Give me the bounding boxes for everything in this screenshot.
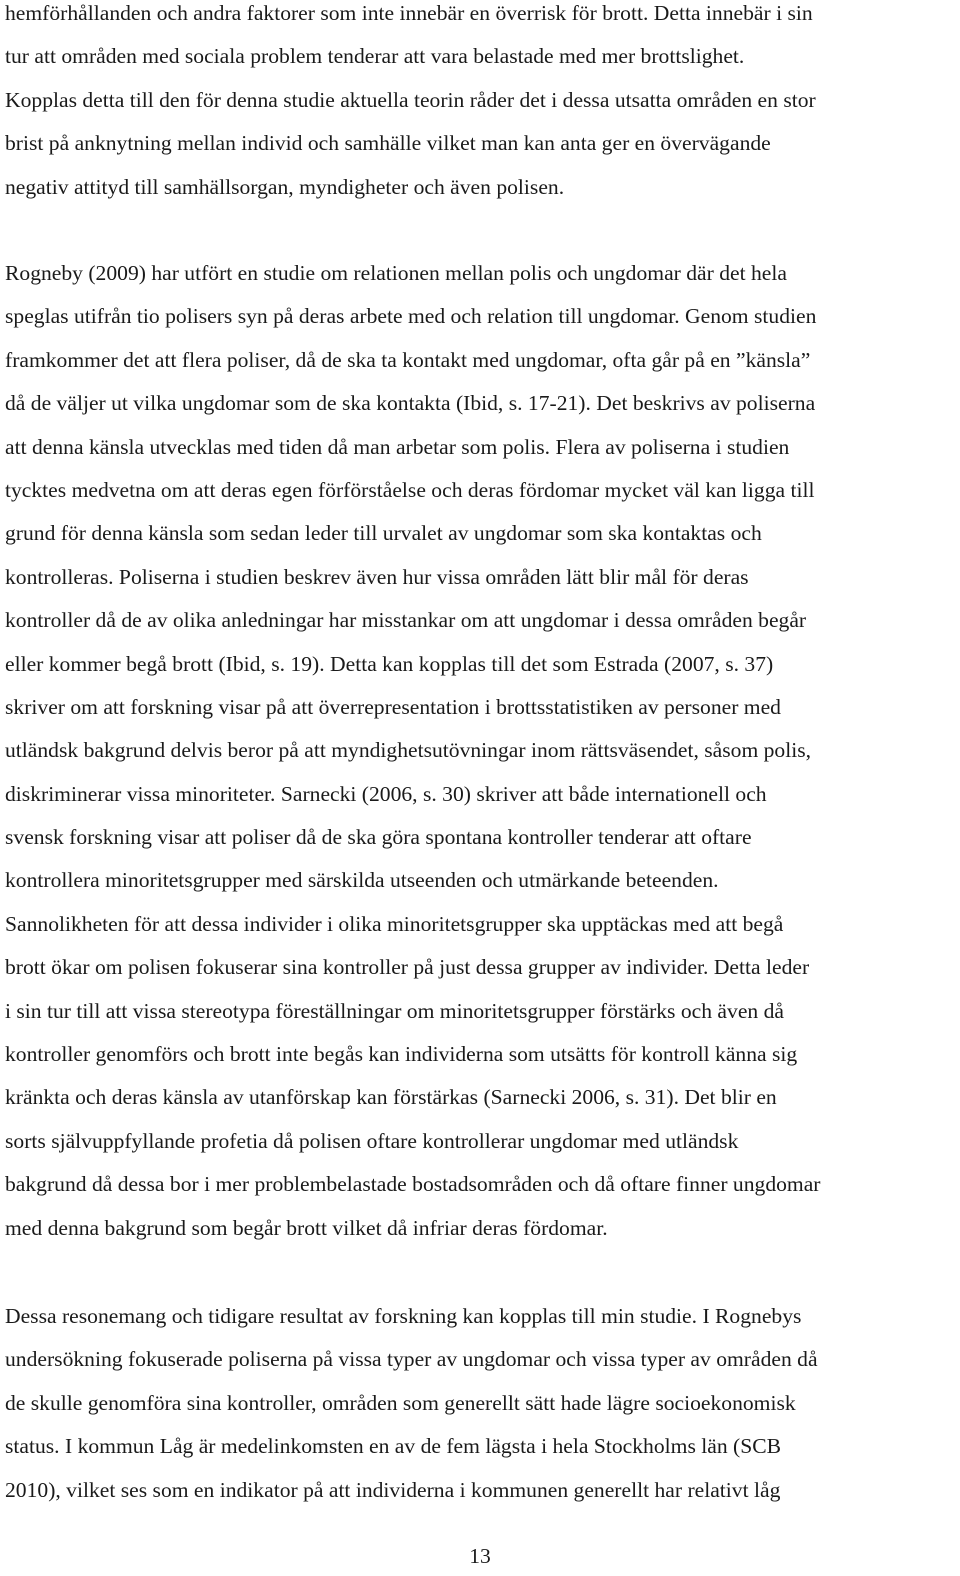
text-line: eller kommer begå brott (Ibid, s. 19). Detta kan kopplas till det som Estrada (2007, s. 37)	[5, 651, 774, 676]
text-line: diskriminerar vissa minoriteter. Sarnecki (2006, s. 30) skriver att både internationell och	[5, 781, 767, 806]
text-line: speglas utifrån tio polisers syn på deras arbete med och relation till ungdomar. Genom studien	[5, 304, 817, 329]
text-line: Sannolikheten för att dessa individer i olika minoritetsgrupper ska upptäckas med att begå	[5, 911, 784, 936]
text-line: grund för denna känsla som sedan leder till urvalet av ungdomar som ska kontaktas och	[5, 521, 762, 546]
text-line: Rogneby (2009) har utfört en studie om relationen mellan polis och ungdomar där det hela	[5, 261, 787, 285]
text-line: Kopplas detta till den för denna studie aktuella teorin råder det i dessa utsatta områden en stor	[5, 87, 816, 112]
text-line: brist på anknytning mellan individ och samhälle vilket man kan anta ger en övervägande	[5, 131, 771, 156]
text-line: status. I kommun Låg är medelinkomsten en av de fem lägsta i hela Stockholms län (SCB	[5, 1434, 782, 1459]
text-line: undersökning fokuserade poliserna på vissa typer av ungdomar och vissa typer av områden då	[5, 1347, 818, 1372]
text-line: 2010), vilket ses som en indikator på att individerna i kommunen generellt har relativt låg	[5, 1477, 781, 1502]
text-line: de skulle genomföra sina kontroller, områden som generellt sätt hade lägre socioekonomisk	[5, 1390, 796, 1415]
text-line: i sin tur till att vissa stereotypa föreställningar om minoritetsgrupper förstärks och även då	[5, 998, 784, 1023]
paragraph	[5, 1295, 955, 1512]
text-line: framkommer det att flera poliser, då de ska ta kontakt med ungdomar, ofta går på en ”känsla”	[5, 347, 811, 372]
text-line: sorts självuppfyllande profetia då polisen oftare kontrollerar ungdomar med utländsk	[5, 1128, 739, 1153]
text-line: skriver om att forskning visar på att överrepresentation i brottsstatistiken av personer med	[5, 694, 781, 719]
text-line: kränkta och deras känsla av utanförskap kan förstärkas (Sarnecki 2006, s. 31). Det blir en	[5, 1085, 777, 1110]
paragraph	[5, 252, 955, 1250]
text-line: att denna känsla utvecklas med tiden då man arbetar som polis. Flera av poliserna i studien	[5, 434, 790, 459]
text-line: bakgrund då dessa bor i mer problembelastade bostadsområden och då oftare finner ungdomar	[5, 1172, 821, 1197]
text-line: brott ökar om polisen fokuserar sina kontroller på just dessa grupper av individer. Detta leder	[5, 955, 810, 980]
text-line: kontroller då de av olika anledningar har misstankar om att ungdomar i dessa områden begår	[5, 608, 807, 633]
page-number: 13	[469, 1544, 491, 1568]
paragraph	[5, 0, 955, 209]
text-line: utländsk bakgrund delvis beror på att myndighetsutövningar inom rättsväsendet, såsom polis,	[5, 738, 812, 763]
text-line: då de väljer ut vilka ungdomar som de ska kontakta (Ibid, s. 17-21). Det beskrivs av poliserna	[5, 391, 816, 416]
text-line: kontroller genomförs och brott inte begås kan individerna som utsätts för kontroll känna sig	[5, 1042, 798, 1067]
text-line: kontrollera minoritetsgrupper med särskilda utseenden och utmärkande beteenden.	[5, 868, 719, 893]
text-line: hemförhållanden och andra faktorer som inte innebär en överrisk för brott. Detta innebär i sin	[5, 1, 813, 25]
text-line: tycktes medvetna om att deras egen förförståelse och deras fördomar mycket väl kan ligga till	[5, 477, 815, 502]
text-line: tur att områden med sociala problem tenderar att vara belastade med mer brottslighet.	[5, 44, 745, 69]
text-line: svensk forskning visar att poliser då de ska göra spontana kontroller tenderar att oftare	[5, 825, 752, 850]
text-line: med denna bakgrund som begår brott vilket då infriar deras fördomar.	[5, 1215, 608, 1240]
text-line: negativ attityd till samhällsorgan, myndigheter och även polisen.	[5, 174, 565, 199]
text-line: Dessa resonemang och tidigare resultat av forskning kan kopplas till min studie. I Rognebys	[5, 1304, 802, 1328]
text-line: kontrolleras. Poliserna i studien beskrev även hur vissa områden lätt blir mål för deras	[5, 564, 749, 589]
